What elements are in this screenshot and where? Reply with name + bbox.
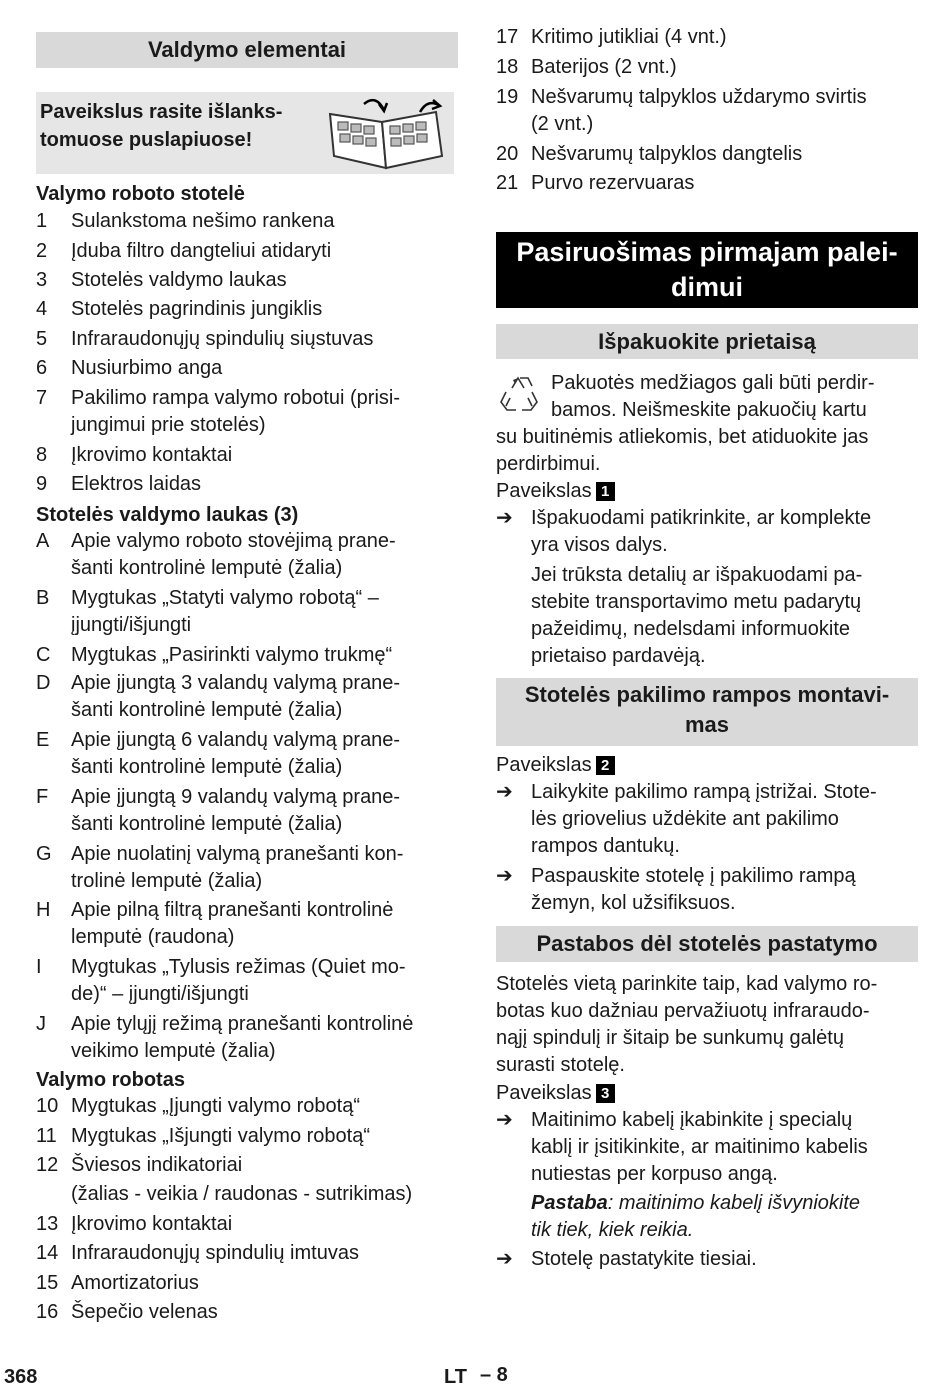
note-label: Pastaba bbox=[531, 1192, 608, 1214]
list-item-text: Mygtukas „Išjungti valymo robotą“ bbox=[71, 1125, 371, 1147]
list-item-text: Šviesos indikatoriai (žalias - veikia / raudonas - sutrikimas) bbox=[71, 1154, 413, 1205]
list-item-number: 17 bbox=[496, 26, 519, 48]
list-item-number: 9 bbox=[36, 473, 48, 495]
list-item-text: Elektros laidas bbox=[71, 473, 202, 495]
list-item-number: I bbox=[36, 956, 42, 978]
section-title-controls: Valdymo elementai bbox=[36, 32, 458, 68]
list-item-number: A bbox=[36, 530, 50, 552]
step-text: Laikykite pakilimo rampą įstrižai. Stote- lės griovelius uždėkite ant pakilimo rampos dantukų. bbox=[531, 781, 877, 857]
list-item-number: J bbox=[36, 1013, 46, 1035]
list-item-number: 10 bbox=[36, 1095, 59, 1117]
list-item-number: 18 bbox=[496, 56, 519, 78]
figure-ref-3 bbox=[496, 1080, 615, 1107]
list-item-number: 4 bbox=[36, 298, 48, 320]
arrow-icon: ➔ bbox=[496, 865, 513, 887]
figure-ref-2 bbox=[496, 752, 615, 779]
unpack-paragraph: Pakuotės medžiagos gali būti perdir- bamos. Neišmeskite pakuočių kartu su buitinėmis atliekomis, bet atiduokite jas perdirbimui. bbox=[496, 372, 875, 475]
main-title: Pasiruošimas pirmajam palei- dimui bbox=[496, 232, 918, 308]
robot-heading: Valymo robotas bbox=[36, 1069, 185, 1091]
figure-label: Paveikslas bbox=[496, 754, 592, 776]
list-item-number: 6 bbox=[36, 357, 48, 379]
list-item-text: Įduba filtro dangteliui atidaryti bbox=[71, 240, 332, 262]
list-item-number: F bbox=[36, 786, 49, 808]
placement-paragraph: Stotelės vietą parinkite taip, kad valymo ro- botas kuo dažniau pervažiuotų infraraudo- nąjį spindulį ir šitaip be sunkumų galėtų surasti stotelę. bbox=[496, 973, 878, 1076]
list-item-text: Apie tylųjį režimą pranešanti kontrolinė veikimo lemputė (žalia) bbox=[71, 1013, 414, 1062]
list-item-number: 8 bbox=[36, 444, 48, 466]
station-heading: Valymo roboto stotelė bbox=[36, 183, 245, 205]
list-item-number: 12 bbox=[36, 1154, 59, 1176]
list-item-number: 7 bbox=[36, 387, 48, 409]
arrow-icon: ➔ bbox=[496, 507, 513, 529]
fold-out-note bbox=[36, 92, 454, 174]
list-item-text: Stotelės valdymo laukas bbox=[71, 269, 287, 291]
figure-label: Paveikslas bbox=[496, 480, 592, 502]
list-item-text: Apie įjungtą 6 valandų valymą prane- šanti kontrolinė lemputė (žalia) bbox=[71, 729, 401, 778]
step-text: Stotelę pastatykite tiesiai. bbox=[531, 1248, 757, 1270]
list-item-text: Pakilimo rampa valymo robotui (prisi- jungimui prie stotelės) bbox=[71, 387, 400, 436]
step-text: Maitinimo kabelį įkabinkite į specialų kablį ir įsitikinkite, ar maitinimo kabelis nutiestas per korpuso angą. bbox=[531, 1109, 868, 1185]
step-text: Išpakuodami patikrinkite, ar komplekte yra visos dalys. bbox=[531, 507, 872, 556]
figure-number-badge: 2 bbox=[596, 756, 615, 775]
list-item-text: Apie įjungtą 3 valandų valymą prane- šanti kontrolinė lemputė (žalia) bbox=[71, 672, 401, 721]
figure-number-badge: 1 bbox=[596, 482, 615, 501]
arrow-icon: ➔ bbox=[496, 781, 513, 803]
list-item-number: G bbox=[36, 843, 52, 865]
list-item-number: 21 bbox=[496, 172, 519, 194]
list-item-text: Apie valymo roboto stovėjimą prane- šanti kontrolinė lemputė (žalia) bbox=[71, 530, 396, 579]
list-item-number: 2 bbox=[36, 240, 48, 262]
list-item-number: 3 bbox=[36, 269, 48, 291]
list-item-number: 11 bbox=[36, 1125, 57, 1147]
list-item-text: Amortizatorius bbox=[71, 1272, 199, 1294]
list-item-text: Šepečio velenas bbox=[71, 1301, 218, 1323]
list-item-number: 5 bbox=[36, 328, 48, 350]
placement-title: Pastabos dėl stotelės pastatymo bbox=[496, 926, 918, 962]
list-item-number: C bbox=[36, 644, 51, 666]
fold-out-note-text: Paveikslus rasite išlanks- tomuose puslapiuose! bbox=[40, 101, 283, 151]
list-item-number: 1 bbox=[36, 210, 48, 232]
list-item-number: 19 bbox=[496, 86, 519, 108]
list-item-text: Nešvarumų talpyklos uždarymo svirtis (2 vnt.) bbox=[531, 86, 867, 135]
list-item-text: Mygtukas „Pasirinkti valymo trukmę“ bbox=[71, 644, 393, 666]
panel-heading: Stotelės valdymo laukas (3) bbox=[36, 504, 299, 526]
list-item-text: Apie pilną filtrą pranešanti kontrolinė lemputė (raudona) bbox=[71, 899, 394, 948]
list-item-text: Mygtukas „Tylusis režimas (Quiet mo- de)“ – įjungti/išjungti bbox=[71, 956, 406, 1005]
arrow-icon: ➔ bbox=[496, 1109, 513, 1131]
list-item-number: 20 bbox=[496, 143, 519, 165]
list-item-number: E bbox=[36, 729, 50, 751]
list-item-text: Sulankstoma nešimo rankena bbox=[71, 210, 335, 232]
list-item-number: H bbox=[36, 899, 51, 921]
figure-ref-1 bbox=[496, 478, 615, 505]
list-item-text: Stotelės pagrindinis jungiklis bbox=[71, 298, 323, 320]
list-item-text: Nusiurbimo anga bbox=[71, 357, 223, 379]
unpack-title: Išpakuokite prietaisą bbox=[496, 324, 918, 359]
arrow-icon: ➔ bbox=[496, 1248, 513, 1270]
list-item-number: B bbox=[36, 587, 50, 609]
language-code: LT bbox=[444, 1366, 467, 1388]
list-item-text: Įkrovimo kontaktai bbox=[71, 444, 233, 466]
list-item-text: Apie nuolatinį valymą pranešanti kon- trolinė lemputė (žalia) bbox=[71, 843, 404, 892]
list-item-text: Infraraudonųjų spindulių siųstuvas bbox=[71, 328, 374, 350]
figure-label: Paveikslas bbox=[496, 1082, 592, 1104]
list-item-text: Apie įjungtą 9 valandų valymą prane- šanti kontrolinė lemputė (žalia) bbox=[71, 786, 401, 835]
cable-note: Pastaba: maitinimo kabelį išvyniokite tik tiek, kiek reikia. bbox=[531, 1192, 861, 1241]
page-number: 368 bbox=[4, 1366, 38, 1388]
ramp-title: Stotelės pakilimo rampos montavi- mas bbox=[496, 678, 918, 746]
list-item-text: Mygtukas „Statyti valymo robotą“ – įjungti/išjungti bbox=[71, 587, 379, 636]
list-item-number: 15 bbox=[36, 1272, 59, 1294]
step-text: Paspauskite stotelę į pakilimo rampą žemyn, kol užsifiksuos. bbox=[531, 865, 856, 914]
list-item-text: Kritimo jutikliai (4 vnt.) bbox=[531, 26, 727, 48]
sub-page-number: – 8 bbox=[480, 1364, 508, 1386]
list-item-text: Nešvarumų talpyklos dangtelis bbox=[531, 143, 803, 165]
list-item-number: 16 bbox=[36, 1301, 59, 1323]
list-item-text: Purvo rezervuaras bbox=[531, 172, 695, 194]
list-item-text: Baterijos (2 vnt.) bbox=[531, 56, 677, 78]
list-item-text: Mygtukas „Įjungti valymo robotą“ bbox=[71, 1095, 361, 1117]
list-item-number: 14 bbox=[36, 1242, 59, 1264]
list-item-number: D bbox=[36, 672, 51, 694]
list-item-text: Įkrovimo kontaktai bbox=[71, 1213, 233, 1235]
figure-number-badge: 3 bbox=[596, 1084, 615, 1103]
unpack-extra-paragraph: Jei trūksta detalių ar išpakuodami pa- stebite transportavimo metu padarytų pažeidimų, nedelsdami informuokite prietaiso pardavėją. bbox=[531, 564, 863, 667]
list-item-text: Infraraudonųjų spindulių imtuvas bbox=[71, 1242, 359, 1264]
list-item-number: 13 bbox=[36, 1213, 59, 1235]
open-book-icon bbox=[324, 94, 452, 174]
